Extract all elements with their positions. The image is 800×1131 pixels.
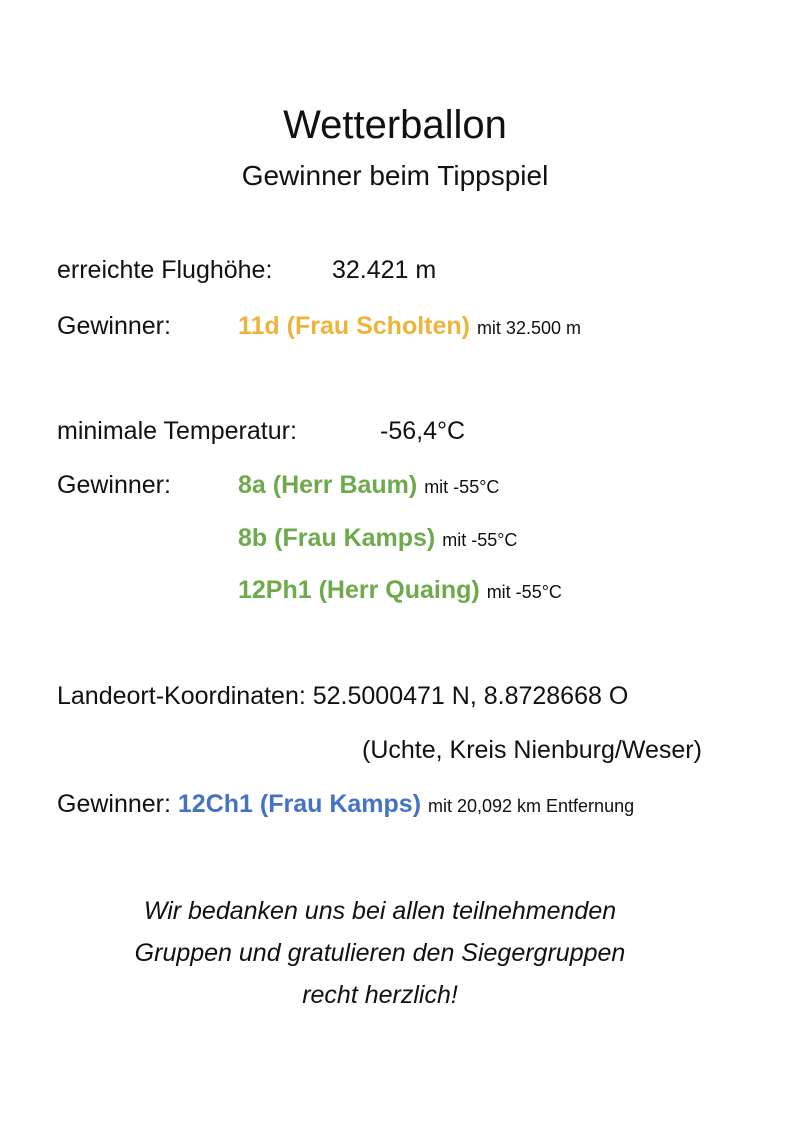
- temperature-label: minimale Temperatur:: [57, 417, 297, 445]
- temperature-winner-2: 8b (Frau Kamps): [238, 524, 436, 552]
- landing-row: [57, 680, 628, 712]
- landing-winner-row: [57, 788, 634, 822]
- temperature-winner-1-detail: mit -55°C: [424, 477, 500, 497]
- altitude-winner: 11d (Frau Scholten): [238, 312, 470, 340]
- temperature-winner-row-1: [238, 469, 499, 503]
- altitude-winner-row: [238, 310, 581, 344]
- thanks-line-1: Wir bedanken uns bei allen teilnehmenden: [143, 897, 617, 925]
- landing-place: (Uchte, Kreis Nienburg/Weser): [362, 736, 702, 764]
- landing-label: Landeort-Koordinaten:: [57, 682, 306, 710]
- altitude-winner-label: Gewinner:: [57, 312, 171, 340]
- temperature-winner-2-detail: mit -55°C: [442, 530, 518, 550]
- temperature-winner-row-2: [238, 522, 517, 556]
- thanks-line-3: recht herzlich!: [302, 981, 458, 1009]
- thanks-line-2: Gruppen und gratulieren den Siegergruppen: [134, 939, 626, 967]
- landing-winner: 12Ch1 (Frau Kamps): [177, 790, 422, 818]
- altitude-winner-detail: mit 32.500 m: [476, 318, 581, 338]
- temperature-winner-3-detail: mit -55°C: [486, 582, 562, 602]
- temperature-winner-3: 12Ph1 (Herr Quaing): [238, 576, 480, 604]
- landing-winner-label: Gewinner:: [57, 790, 171, 818]
- thanks-note: [0, 890, 760, 1016]
- temperature-value: -56,4°C: [380, 417, 466, 445]
- page-subtitle: Gewinner beim Tippspiel: [241, 160, 549, 191]
- temperature-winner-1: 8a (Herr Baum): [238, 471, 418, 499]
- landing-coordinates: 52.5000471 N, 8.8728668 O: [312, 682, 629, 710]
- altitude-label: erreichte Flughöhe:: [57, 256, 273, 284]
- page-title: Wetterballon: [283, 103, 507, 147]
- landing-winner-detail: mit 20,092 km Entfernung: [427, 796, 635, 816]
- temperature-winner-row-3: [238, 574, 562, 608]
- temperature-winner-label: Gewinner:: [57, 471, 171, 499]
- altitude-value: 32.421 m: [332, 256, 437, 284]
